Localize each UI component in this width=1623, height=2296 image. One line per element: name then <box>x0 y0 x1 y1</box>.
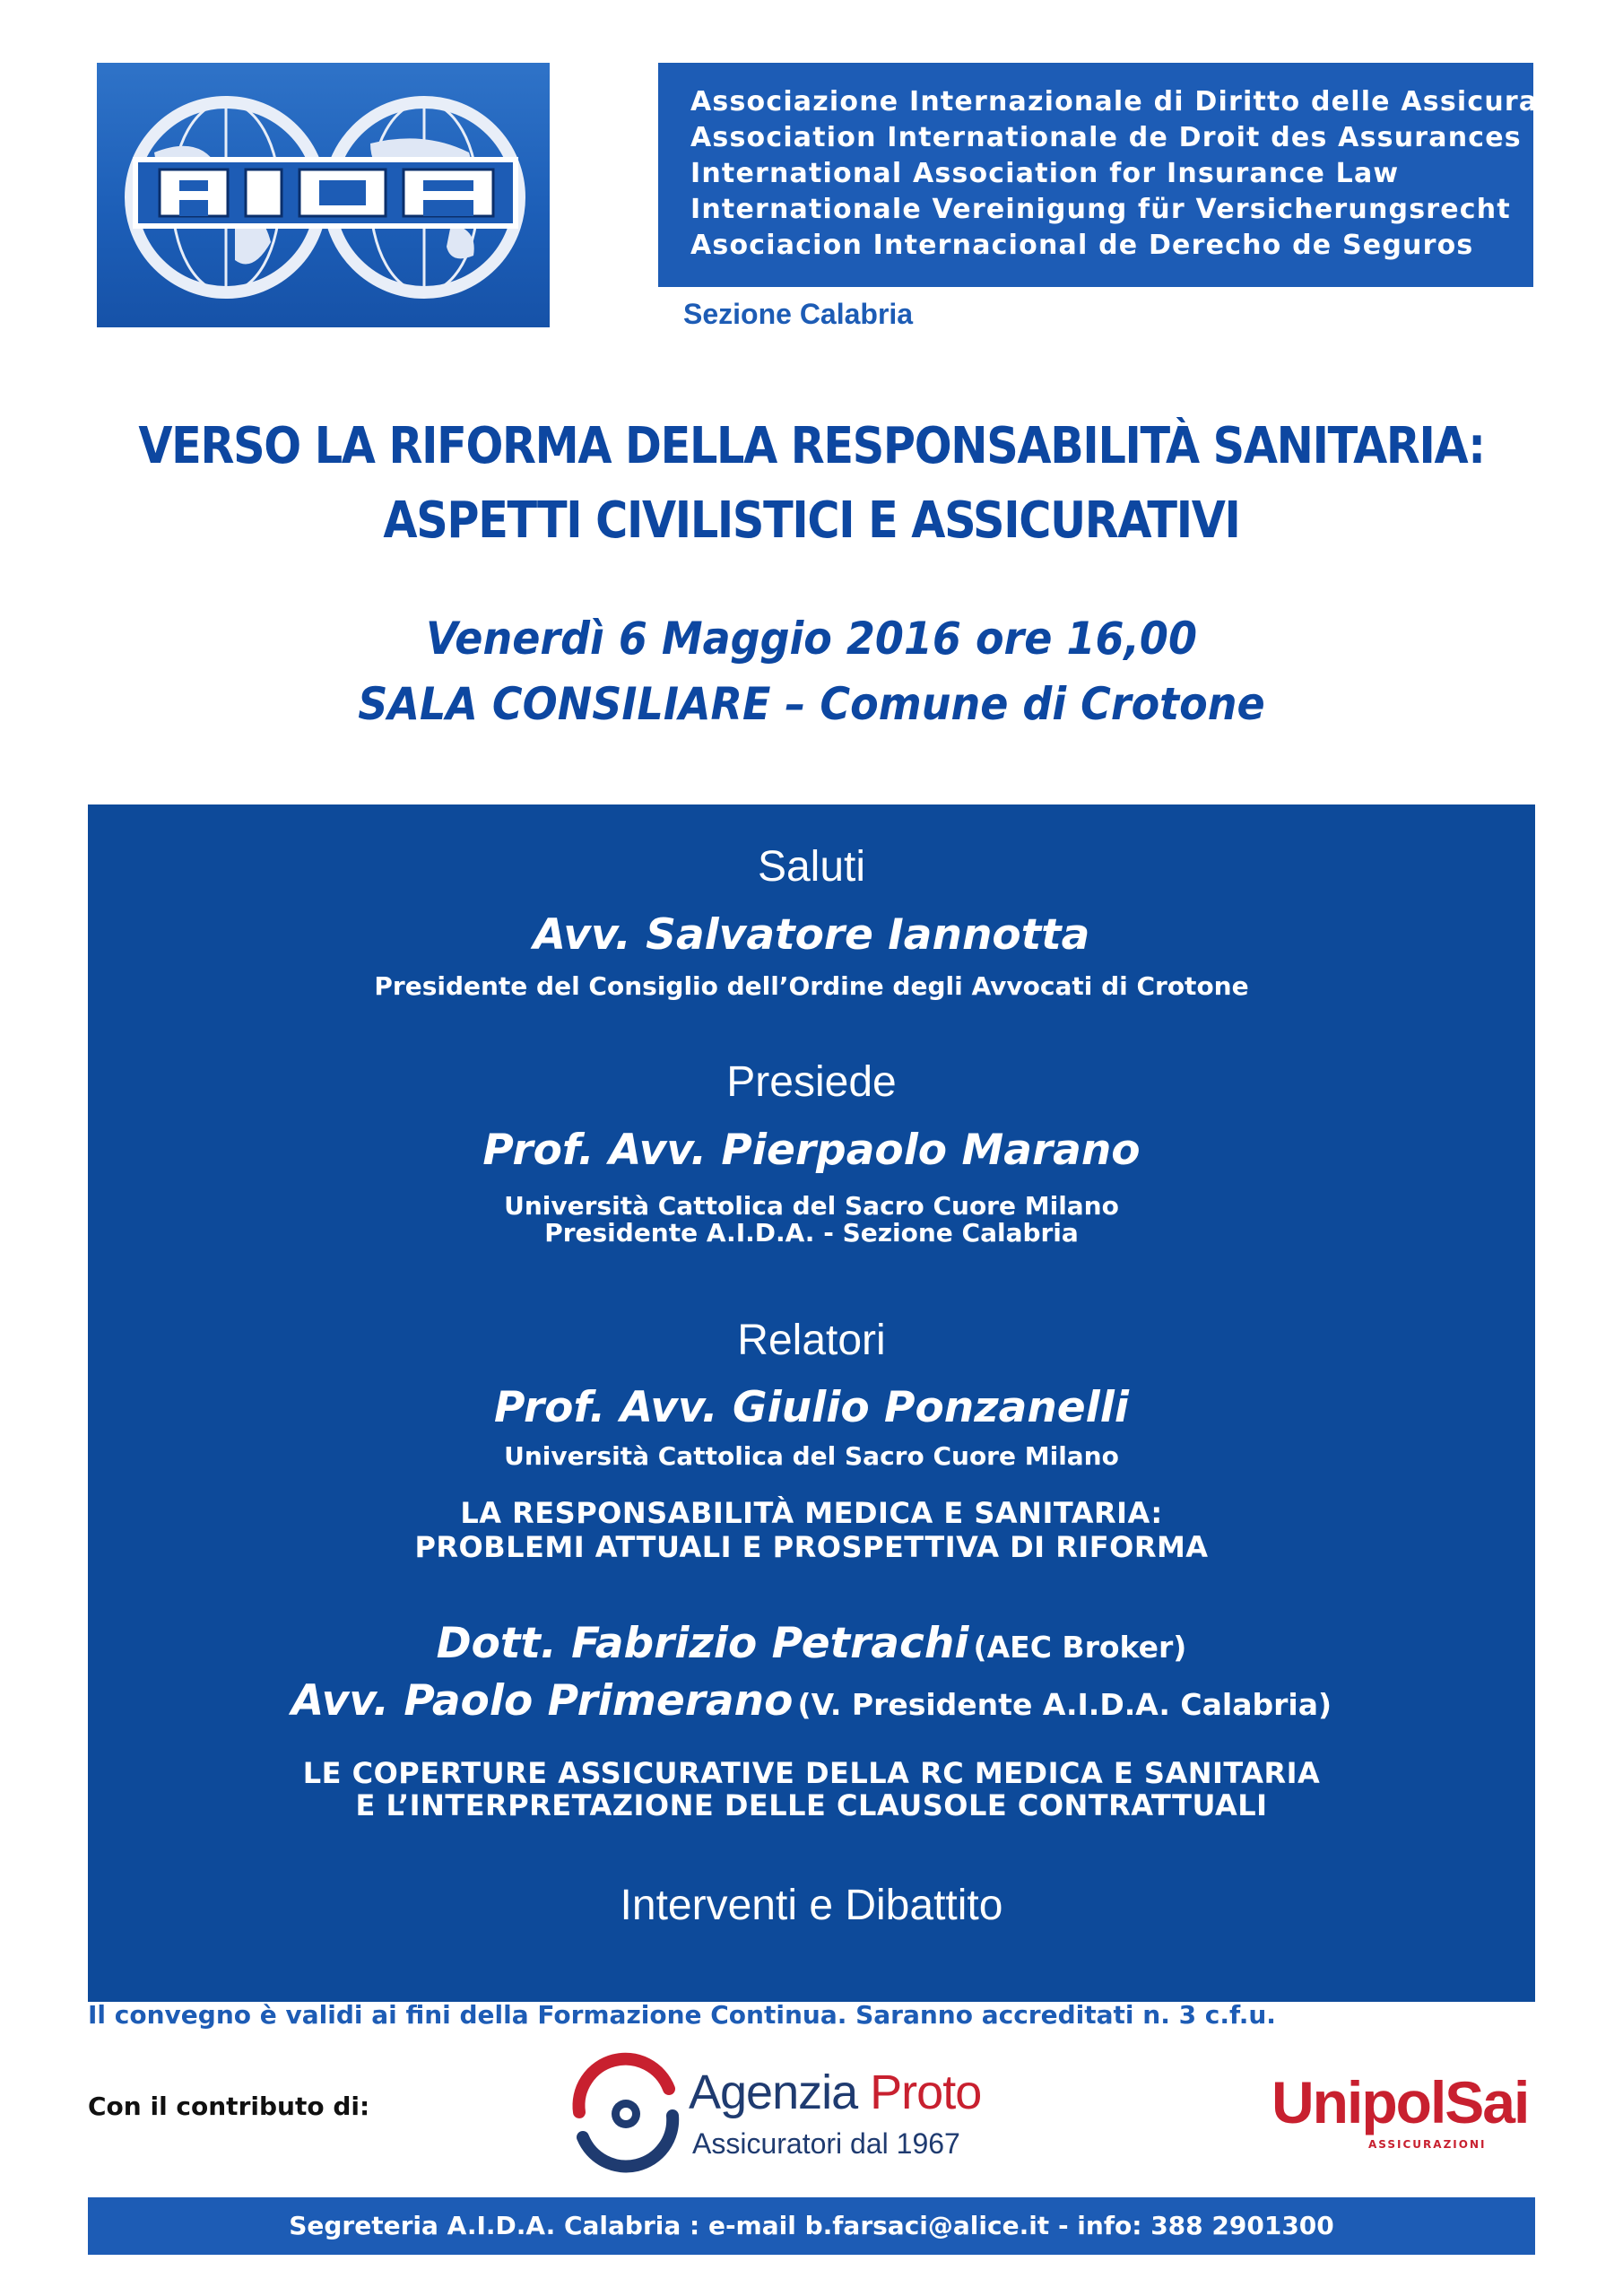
proto-name-part1: Agenzia <box>689 2066 871 2119</box>
speaker3-line <box>88 1676 1535 1726</box>
aida-logo <box>97 63 550 327</box>
agenzia-proto-name <box>689 2065 981 2120</box>
association-names-panel <box>658 63 1616 287</box>
association-name-it: Associazione Internazionale di Diritto delle Assicurazioni <box>690 86 1616 117</box>
topic2-line1: LE COPERTURE ASSICURATIVE DELLA RC MEDICA E SANITARIA <box>302 1756 1321 1790</box>
presiede-speaker-role-1: Università Cattolica del Sacro Cuore Milano <box>504 1191 1119 1221</box>
speaker2-line <box>88 1619 1535 1668</box>
topic1-line2: PROBLEMI ATTUALI E PROSPETTIVA DI RIFORMA <box>414 1530 1209 1564</box>
presiede-heading: Presiede <box>726 1058 897 1106</box>
accreditation-note: Il convegno è validi ai fini della Formazione Continua. Saranno accreditati n. 3 c.f.u. <box>88 2000 1276 2030</box>
speaker2-affiliation: (AEC Broker) <box>973 1630 1187 1665</box>
footer-contact: Segreteria A.I.D.A. Calabria : e-mail b.farsaci@alice.it - info: 388 2901300 <box>88 2197 1535 2255</box>
speaker1-role: Università Cattolica del Sacro Cuore Milano <box>504 1441 1119 1471</box>
association-name-fr: Association Internationale de Droit des Assurances <box>690 122 1522 153</box>
agenzia-proto-tagline: Assicuratori dal 1967 <box>692 2127 960 2160</box>
topic2-line2: E L’INTERPRETAZIONE DELLE CLAUSOLE CONTRATTUALI <box>355 1788 1268 1822</box>
saluti-heading: Saluti <box>757 843 866 891</box>
aida-wordmark <box>133 157 518 229</box>
speaker2-name: Dott. Fabrizio Petrachi <box>436 1619 969 1668</box>
section-label: Sezione Calabria <box>683 298 914 330</box>
presiede-speaker-name: Prof. Avv. Pierpaolo Marano <box>482 1126 1141 1175</box>
speaker1-name: Prof. Avv. Giulio Ponzanelli <box>494 1383 1129 1432</box>
closing-heading: Interventi e Dibattito <box>620 1882 1003 1929</box>
association-name-en: International Association for Insurance Law <box>690 158 1400 189</box>
saluti-speaker-role: Presidente del Consiglio dell’Ordine degli Avvocati di Crotone <box>374 971 1249 1001</box>
speaker3-name: Avv. Paolo Primerano <box>291 1676 794 1726</box>
event-date: Venerdì 6 Maggio 2016 ore 16,00 <box>426 613 1197 665</box>
sponsors-label: Con il contributo di: <box>88 2092 370 2121</box>
unipolsai-subtitle: ASSICURAZIONI <box>1368 2138 1487 2151</box>
agenzia-proto-logo-icon <box>563 2049 689 2175</box>
presiede-speaker-role-2: Presidente A.I.D.A. - Sezione Calabria <box>544 1218 1079 1248</box>
relatori-heading: Relatori <box>737 1317 886 1364</box>
saluti-speaker-name: Avv. Salvatore Iannotta <box>533 910 1090 960</box>
speaker3-affiliation: (V. Presidente A.I.D.A. Calabria) <box>797 1687 1332 1722</box>
event-title-line2: ASPETTI CIVILISTICI E ASSICURATIVI <box>383 491 1240 550</box>
program-panel <box>88 804 1535 2002</box>
association-name-de: Internationale Vereinigung für Versicherungsrecht <box>690 194 1511 225</box>
association-name-es: Asociacion Internacional de Derecho de Seguros <box>690 230 1474 261</box>
event-venue: SALA CONSILIARE – Comune di Crotone <box>358 678 1265 730</box>
event-title-line1: VERSO LA RIFORMA DELLA RESPONSABILITÀ SANITARIA: <box>138 417 1485 475</box>
topic1-line1: LA RESPONSABILITÀ MEDICA E SANITARIA: <box>460 1496 1163 1530</box>
proto-name-part2: Proto <box>870 2066 982 2119</box>
unipolsai-logo: UnipolSai <box>1271 2069 1529 2135</box>
